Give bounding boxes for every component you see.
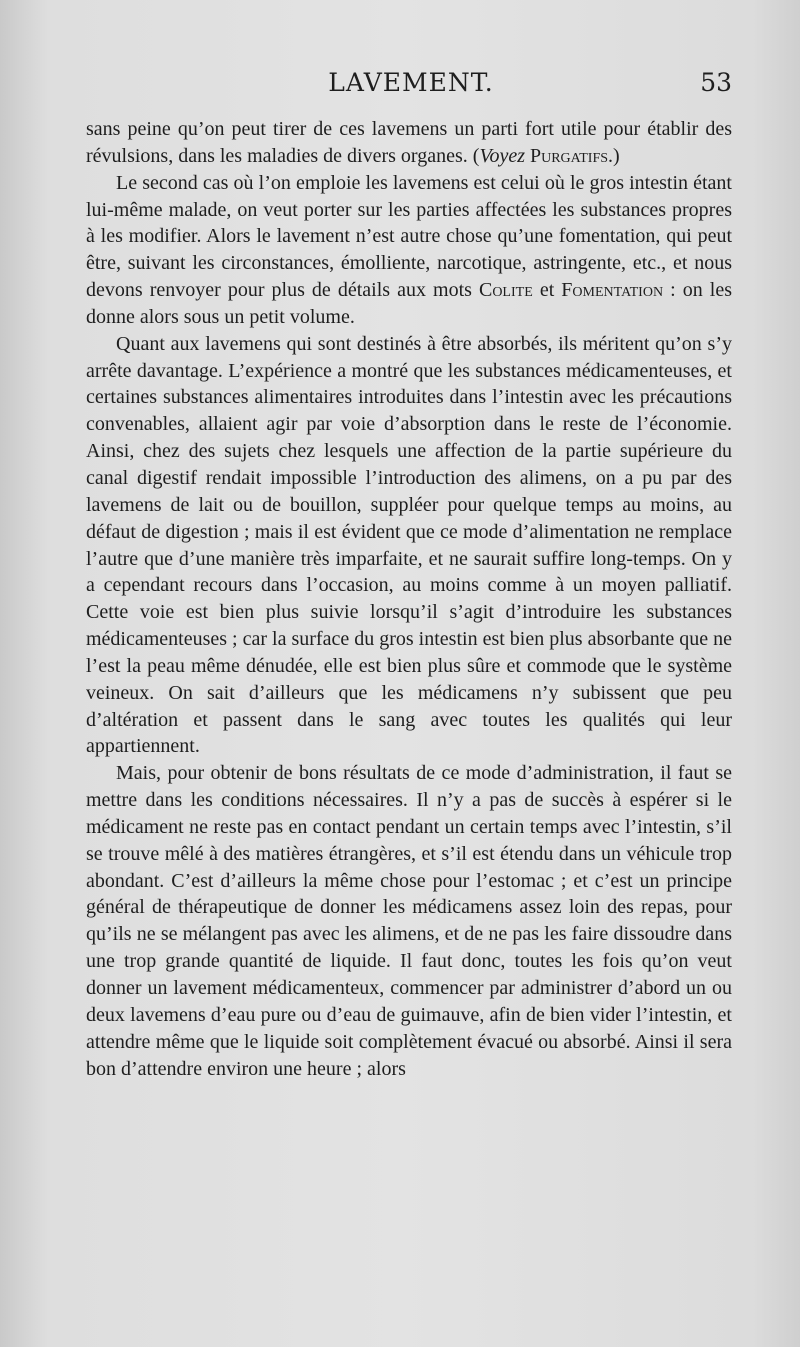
paragraph-1 [86, 116, 732, 170]
body-text [86, 116, 732, 1082]
cross-reference-see: Voyez [479, 144, 525, 167]
page-header [86, 64, 736, 100]
cross-reference-colite: Colite [478, 279, 533, 302]
running-title: LAVEMENT. [328, 68, 494, 97]
paragraph-4: Mais, pour obtenir de bons résultats de ce mode d’administration, il faut se mettre dans les conditions nécessaires. Il n’y a pas de succès à espérer si le médicament ne reste pas en contact pendant un certain temps avec l’intestin, s’il se trouve mêlé à des matières étrangères, et s’il est étendu dans un véhicule trop abondant. C’est d’ailleurs la même chose pour l’estomac ; et c’est un principe général de thérapeutique de donner les médicamens assez loin des repas, pour qu’ils ne se mélangent pas avec les alimens, et de ne pas les faire dissoudre dans une trop grande quantité de liquide. Il faut donc, toutes les fois qu’on veut donner un lavement médicamenteux, commencer par administrer d’abord un ou deux lavemens d’eau pure ou d’eau de guimauve, afin de bien vider l’intestin, et attendre même que le liquide soit complètement évacué ou absorbé. Ainsi il sera bon d’attendre environ une heure ; alors [86, 762, 732, 1080]
paragraph-2 [86, 170, 732, 331]
cross-reference-purgatifs: Purgatifs [529, 144, 609, 167]
paragraph-2-closing: : on les donne alors sous un petit volume. [86, 279, 732, 328]
page-number: 53 [700, 68, 732, 97]
paragraph-1-text: sans peine qu’on peut tirer de ces lavemens un parti fort utile pour établir des révulsions, dans les maladies de divers organes. ( [86, 118, 732, 167]
paragraph-2-text: Le second cas où l’on emploie les lavemens est celui où le gros intestin étant lui-même malade, on veut porter sur les parties affectées les substances propres à les modifier. Alors le lavement n’est autre chose qu’une fomentation, qui peut être, suivant les circonstances, émolliente, narcotique, astringente, etc., et nous devons renvoyer pour plus de détails aux mots [86, 171, 732, 302]
cross-reference-fomentation: Fomentation [561, 279, 664, 302]
paragraph-3: Quant aux lavemens qui sont destinés à être absorbés, ils méritent qu’on s’y arrête davantage. L’expérience a montré que les substances médicamenteuses, et certaines substances alimentaires introduites dans l’intestin avec les précautions convenables, allaient agir par voie d’absorption dans le reste de l’économie. Ainsi, chez des sujets chez lesquels une affection de la partie supérieure du canal digestif rendait impossible l’introduction des alimens, on a pu par des lavemens de lait ou de bouillon, suppléer pour quelque temps au moins, au défaut de digestion ; mais il est évident que ce mode d’alimentation ne remplace l’autre que d’une manière très imparfaite, et ne saurait suffire long-temps. On y a cependant recours dans l’occasion, au moins comme à un moyen palliatif. Cette voie est bien plus suivie lorsqu’il s’agit d’introduire les substances médicamenteuses ; car la surface du gros intestin est bien plus absorbante que ne l’est la peau même dénudée, elle est bien plus sûre et commode que le système veineux. On sait d’ailleurs que les médicamens n’y subissent que peu d’altération et passent dans le sang avec toutes les qualités qui leur appartiennent. [86, 332, 732, 758]
conjunction-text: et [532, 279, 562, 302]
paragraph-1-closing: .) [608, 144, 620, 167]
